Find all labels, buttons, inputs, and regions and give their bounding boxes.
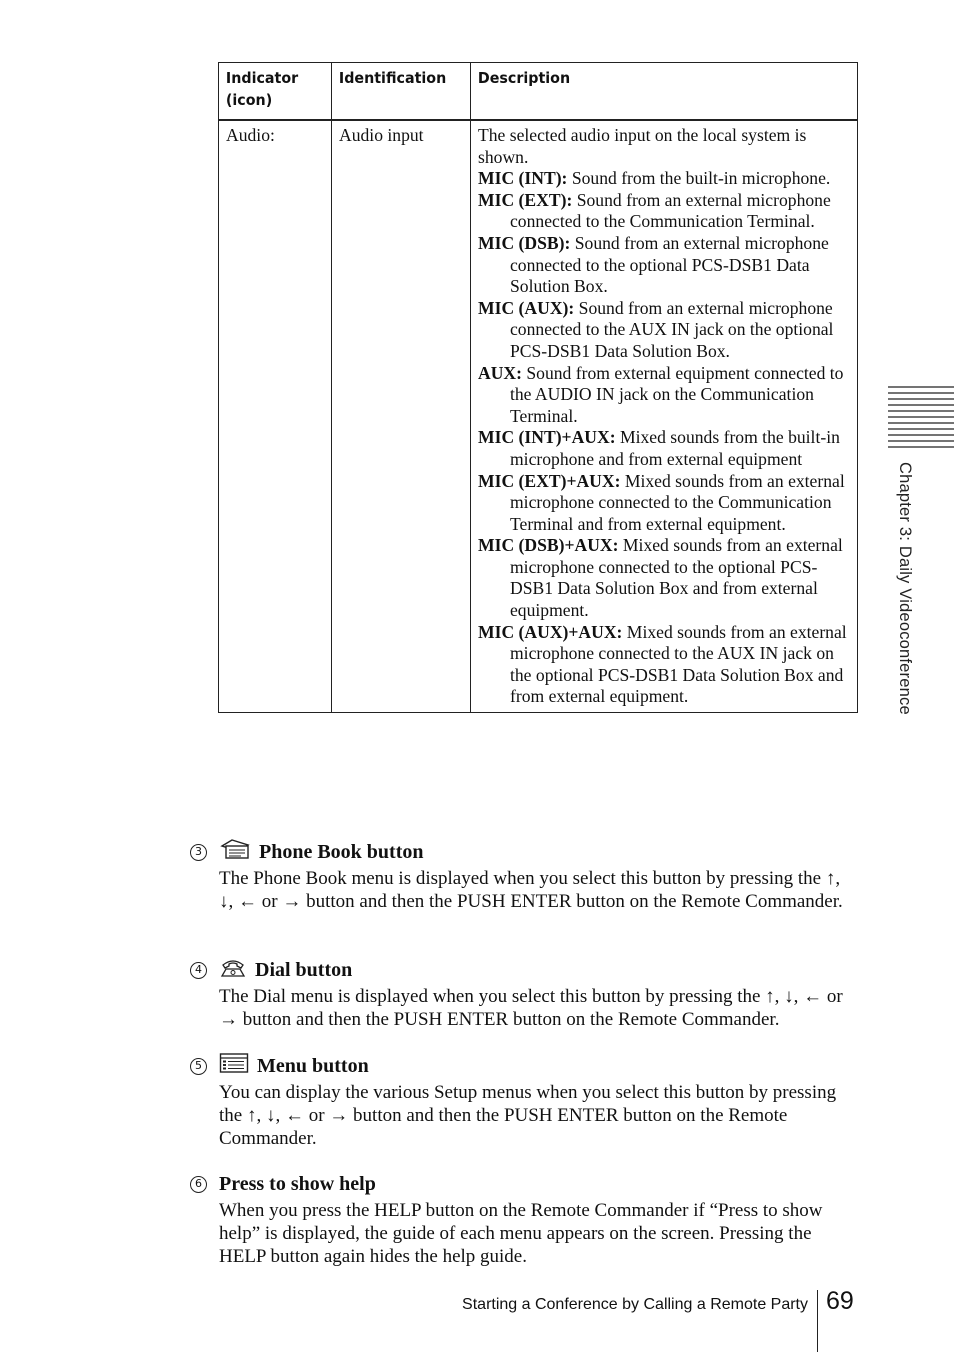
chapter-label: Chapter 3: Daily Videoconference bbox=[896, 462, 914, 715]
entry-text: Mixed sounds from an external microphone connected to the Communication Terminal and from external equipment. bbox=[510, 470, 845, 534]
entry-term: MIC (INT): bbox=[478, 168, 568, 189]
circled-number: 5 bbox=[190, 1058, 207, 1075]
chapter-tab-lines bbox=[888, 385, 954, 451]
description-entry bbox=[478, 471, 851, 536]
description-entry bbox=[478, 535, 851, 621]
description-entry bbox=[478, 363, 851, 428]
entry-text: Mixed sounds from an external microphone connected to the optional PCS-DSB1 Data Solution Box and from external equipment. bbox=[510, 535, 843, 621]
description-entry bbox=[478, 622, 851, 708]
entry-text: Mixed sounds from the built-in microphone and from external equipment bbox=[510, 427, 840, 469]
entry-term: AUX: bbox=[478, 362, 522, 383]
section-heading bbox=[190, 1053, 860, 1079]
audio-indicator-table bbox=[218, 62, 858, 713]
section-title: Phone Book button bbox=[259, 841, 424, 863]
section-help bbox=[190, 1171, 860, 1268]
entry-term: MIC (AUX)+AUX: bbox=[478, 621, 623, 642]
table-row bbox=[219, 120, 858, 713]
entry-term: MIC (EXT): bbox=[478, 189, 573, 210]
entry-text: Sound from the built-in microphone. bbox=[567, 168, 831, 189]
circled-number: 6 bbox=[190, 1176, 207, 1193]
description-entry bbox=[478, 427, 851, 470]
section-menu bbox=[190, 1053, 860, 1150]
section-dial bbox=[190, 957, 860, 1032]
section-phone-book bbox=[190, 839, 860, 914]
section-heading bbox=[190, 957, 860, 983]
description-intro: The selected audio input on the local system is shown. bbox=[478, 125, 807, 167]
table-header-row bbox=[219, 63, 858, 121]
circled-number: 4 bbox=[190, 962, 207, 979]
description-entry bbox=[478, 298, 851, 363]
description-entry bbox=[478, 233, 851, 298]
description-entry bbox=[478, 190, 851, 233]
section-body: The Dial menu is displayed when you select this button by pressing the ↑, ↓, ← or → button and then the PUSH ENTER button on the Remote Commander. bbox=[219, 986, 843, 1030]
cell-identification: Audio input bbox=[332, 120, 471, 713]
menu-list-icon bbox=[219, 1052, 249, 1080]
header-indicator: Indicator (icon) bbox=[219, 63, 323, 121]
section-title: Menu button bbox=[257, 1055, 369, 1077]
entry-term: MIC (INT)+AUX: bbox=[478, 427, 616, 448]
section-heading bbox=[190, 839, 860, 865]
section-heading bbox=[190, 1171, 860, 1197]
cell-indicator: Audio: bbox=[219, 120, 332, 713]
cell-description bbox=[471, 120, 858, 713]
description-entries bbox=[478, 168, 851, 708]
section-body: The Phone Book menu is displayed when you select this button by pressing the ↑, ↓, ← or → button and then the PUSH ENTER button on the Remote Commander. bbox=[219, 868, 843, 912]
entry-term: MIC (EXT)+AUX: bbox=[478, 470, 621, 491]
entry-term: MIC (DSB)+AUX: bbox=[478, 535, 619, 556]
entry-text: Mixed sounds from an external microphone connected to the AUX IN jack on the optional PCS-DSB1 Data Solution Box and from external equipment. bbox=[510, 621, 847, 707]
description-entry bbox=[478, 168, 851, 190]
dial-phone-icon bbox=[219, 956, 247, 984]
section-title: Dial button bbox=[255, 959, 353, 981]
section-body: When you press the HELP button on the Remote Commander if “Press to show help” is displayed, the guide of each menu appears on the screen. Pressing the HELP button again hides the help guide. bbox=[219, 1200, 823, 1267]
entry-text: Sound from an external microphone connected to the optional PCS-DSB1 Data Solution Box. bbox=[510, 232, 829, 297]
header-description: Description bbox=[471, 63, 827, 121]
entry-text: Sound from an external microphone connected to the AUX IN jack on the optional PCS-DSB1 Data Solution Box. bbox=[510, 297, 834, 361]
header-identification: Identification bbox=[332, 63, 460, 121]
section-title: Press to show help bbox=[219, 1173, 376, 1195]
page-number: 69 bbox=[826, 1287, 854, 1315]
circled-number: 3 bbox=[190, 844, 207, 861]
entry-text: Sound from external equipment connected to the AUDIO IN jack on the Communication Terminal. bbox=[510, 362, 844, 426]
footer-divider bbox=[817, 1290, 818, 1352]
entry-term: MIC (DSB): bbox=[478, 232, 571, 253]
phone-book-icon bbox=[219, 838, 251, 866]
footer-title: Starting a Conference by Calling a Remote Party bbox=[462, 1296, 808, 1313]
entry-term: MIC (AUX): bbox=[478, 297, 575, 318]
section-body: You can display the various Setup menus when you select this button by pressing the ↑, ↓, ← or → button and then the PUSH ENTER button on the Remote Commander. bbox=[219, 1082, 837, 1149]
entry-text: Sound from an external microphone connected to the Communication Terminal. bbox=[510, 189, 831, 232]
